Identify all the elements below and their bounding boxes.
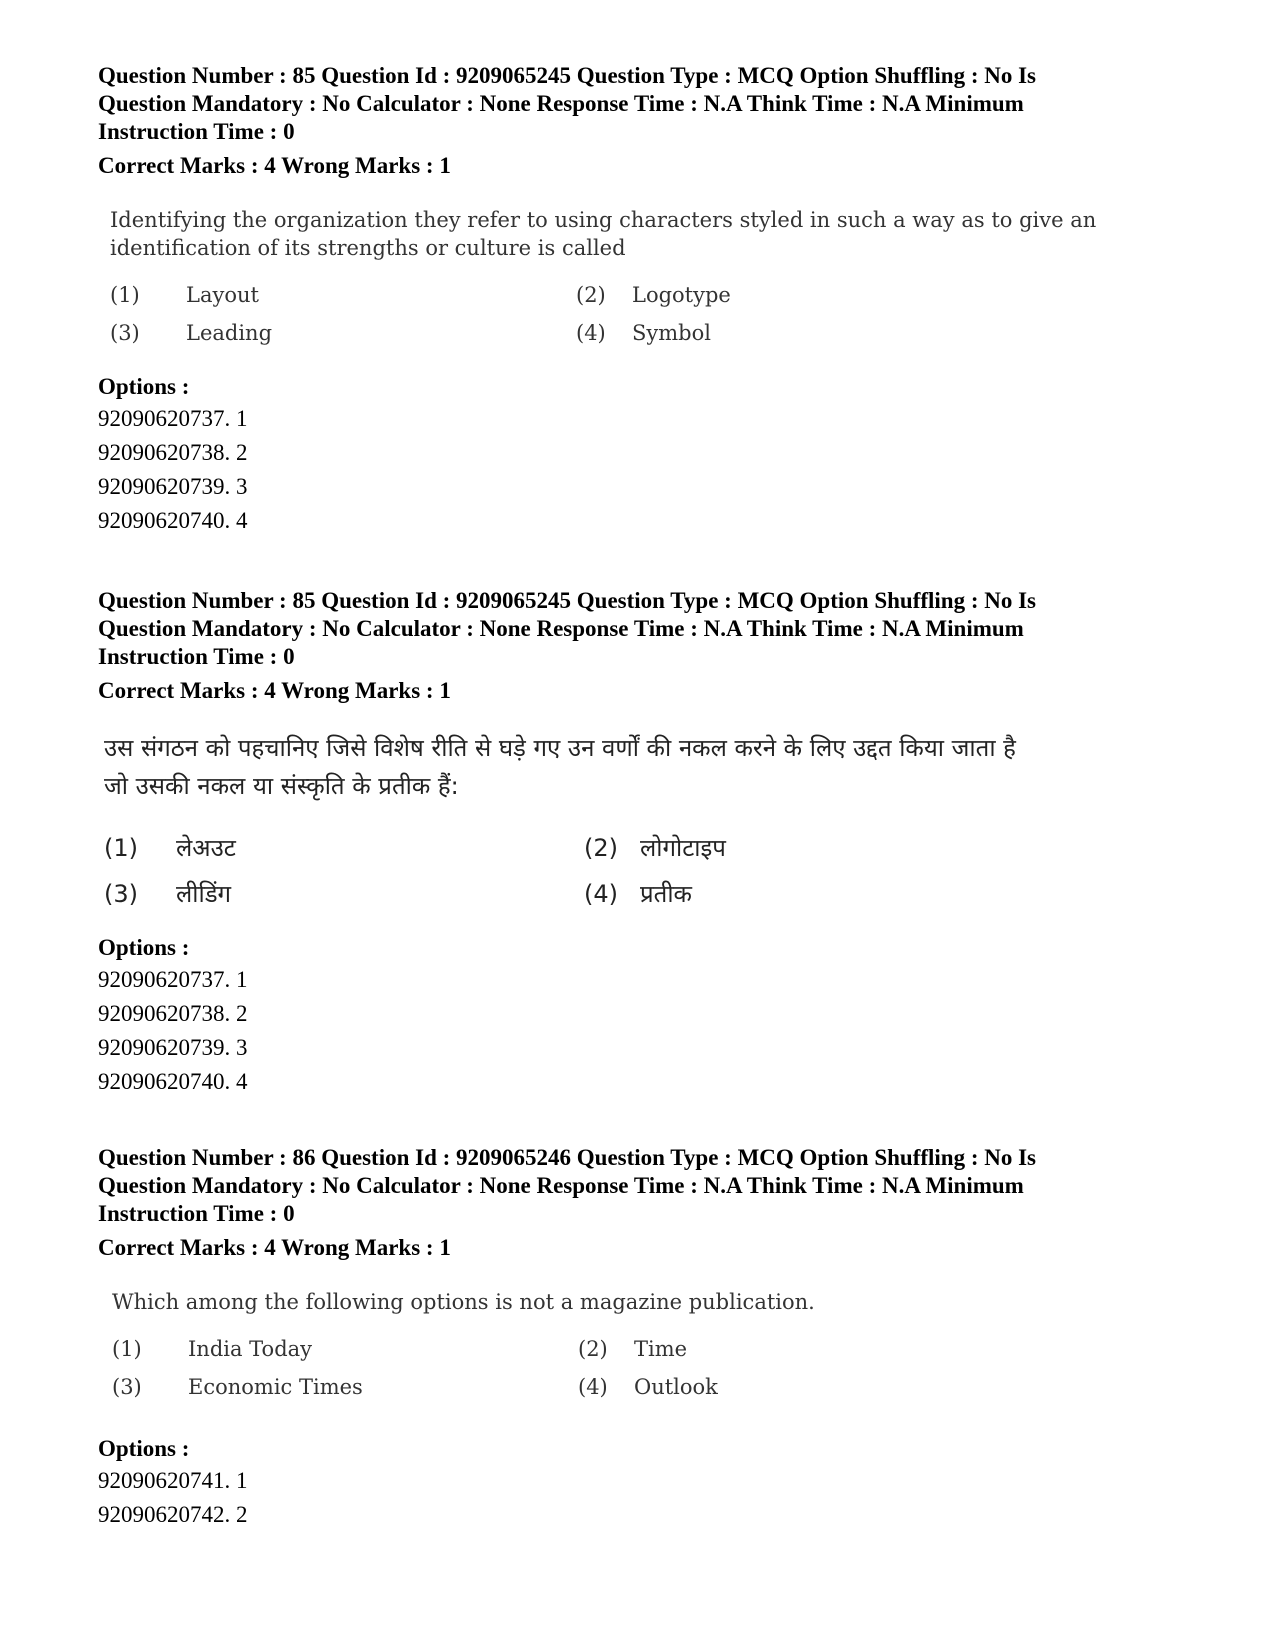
question-meta-line: Instruction Time : 0 (98, 119, 295, 144)
question-meta-line: Instruction Time : 0 (98, 644, 295, 669)
question-meta-line: Question Mandatory : No Calculator : None Response Time : N.A Think Time : N.A Minimum (98, 1173, 1024, 1198)
choice-number: (1) (112, 1337, 142, 1361)
options-label: Options : (98, 935, 190, 960)
question-block-86-english (98, 1144, 1188, 1532)
question-text-line: उस संगठन को पहचानिए जिसे विशेष रीति से घड़े गए उन वर्णों की नकल करने के लिए उद्दत किया जाता है (104, 734, 1016, 762)
option-line: 92090620739. 3 (98, 474, 248, 499)
question-content (104, 729, 1188, 919)
options-label: Options : (98, 374, 190, 399)
choice-item (104, 825, 236, 871)
choice-number: (2) (584, 834, 618, 862)
choice-text: प्रतीक (640, 880, 692, 908)
question-meta-line: Question Number : 86 Question Id : 9209065246 Question Type : MCQ Option Shuffling : No Is (98, 1145, 1037, 1170)
choice-item (104, 871, 231, 917)
option-line: 92090620739. 3 (98, 1035, 248, 1060)
question-content (112, 1288, 1188, 1406)
question-text-line: Which among the following options is not a magazine publication. (112, 1290, 815, 1314)
choice-number: (1) (104, 834, 138, 862)
choice-text: लीडिंग (176, 880, 232, 908)
choice-text: Time (634, 1337, 688, 1361)
choice-item (578, 1368, 718, 1406)
option-line: 92090620741. 1 (98, 1468, 248, 1493)
choice-item (576, 276, 731, 314)
choice-number: (3) (104, 880, 138, 908)
marks-info: Correct Marks : 4 Wrong Marks : 1 (98, 678, 451, 703)
choice-grid (104, 825, 1188, 919)
question-block-85-hindi (98, 587, 1188, 1099)
question-meta-line: Instruction Time : 0 (98, 1201, 295, 1226)
choice-item (576, 314, 711, 352)
option-line: 92090620740. 4 (98, 1069, 248, 1094)
option-line: 92090620737. 1 (98, 406, 248, 431)
question-text-line: जो उसकी नकल या संस्कृति के प्रतीक हैं: (104, 772, 459, 800)
choice-grid (112, 1330, 1188, 1406)
question-text-line: Identifying the organization they refer to using characters styled in such a way as to give an (110, 208, 1097, 232)
question-meta-line: Question Mandatory : No Calculator : None Response Time : N.A Think Time : N.A Minimum (98, 616, 1024, 641)
choice-text: Logotype (632, 283, 731, 307)
option-line: 92090620737. 1 (98, 967, 248, 992)
choice-text: Layout (186, 283, 259, 307)
choice-number: (2) (576, 283, 606, 307)
choice-text: लेअउट (176, 834, 236, 862)
choice-item (584, 825, 726, 871)
choice-number: (1) (110, 283, 140, 307)
choice-item (112, 1330, 312, 1368)
marks-info: Correct Marks : 4 Wrong Marks : 1 (98, 1235, 451, 1260)
choice-number: (4) (576, 321, 606, 345)
options-label: Options : (98, 1436, 190, 1461)
question-text-line: identification of its strengths or culture is called (110, 236, 626, 260)
choice-grid (110, 276, 1188, 352)
question-content (110, 206, 1188, 352)
question-meta-line: Question Mandatory : No Calculator : None Response Time : N.A Think Time : N.A Minimum (98, 91, 1024, 116)
choice-number: (4) (578, 1375, 608, 1399)
option-line: 92090620738. 2 (98, 1001, 248, 1026)
choice-text: Outlook (634, 1375, 718, 1399)
option-line: 92090620740. 4 (98, 508, 248, 533)
choice-text: Economic Times (188, 1375, 363, 1399)
choice-text: लोगोटाइप (640, 834, 726, 862)
marks-info: Correct Marks : 4 Wrong Marks : 1 (98, 153, 451, 178)
choice-text: Symbol (632, 321, 711, 345)
choice-number: (3) (112, 1375, 142, 1399)
choice-number: (3) (110, 321, 140, 345)
choice-text: India Today (188, 1337, 313, 1361)
question-block-85-english (98, 62, 1188, 538)
question-meta-line: Question Number : 85 Question Id : 9209065245 Question Type : MCQ Option Shuffling : No Is (98, 588, 1037, 613)
question-meta-line: Question Number : 85 Question Id : 9209065245 Question Type : MCQ Option Shuffling : No Is (98, 63, 1037, 88)
choice-number: (2) (578, 1337, 608, 1361)
choice-item (578, 1330, 687, 1368)
option-line: 92090620738. 2 (98, 440, 248, 465)
choice-number: (4) (584, 880, 618, 908)
choice-text: Leading (186, 321, 273, 345)
choice-item (112, 1368, 363, 1406)
choice-item (110, 314, 272, 352)
choice-item (110, 276, 259, 314)
choice-item (584, 871, 692, 917)
option-line: 92090620742. 2 (98, 1502, 248, 1527)
